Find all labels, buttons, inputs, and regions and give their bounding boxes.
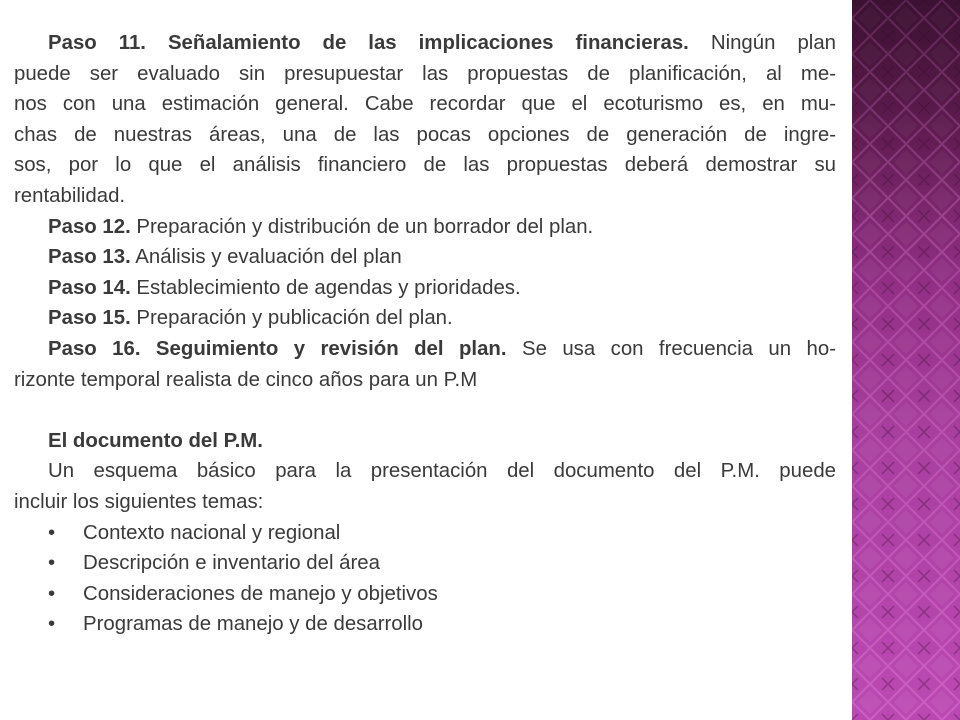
step-11-line: nos con una estimación general. Cabe recordar que el ecoturismo es, en mu- — [14, 93, 836, 116]
step-item — [14, 303, 836, 334]
bullet-icon: • — [48, 613, 56, 636]
bullet-icon: • — [48, 521, 56, 544]
list-item — [14, 579, 836, 610]
step-label: Paso 12. — [48, 215, 131, 238]
document-text — [14, 28, 836, 640]
step-16-paragraph-line — [14, 334, 836, 365]
list-item — [14, 518, 836, 549]
diamond-pattern-icon — [852, 0, 960, 720]
bullet-icon: • — [48, 552, 56, 575]
step-label: Paso 14. — [48, 276, 131, 299]
step-11-text: Ningún plan — [688, 32, 836, 54]
intro-line: incluir los siguientes temas: — [14, 490, 264, 513]
list-item-text: Programas de manejo y de desarrollo — [83, 613, 424, 636]
step-11-line: puede ser evaluado sin presupuestar las propuestas de planificación, al me- — [14, 62, 836, 85]
step-11-label: Paso 11. Señalamiento de las implicaciones financieras. — [48, 32, 689, 54]
section-title: El documento del P.M. — [48, 429, 263, 452]
step-16-line: rizonte temporal realista de cinco años para un P.M — [14, 368, 478, 391]
step-text: Establecimiento de agendas y prioridades. — [130, 276, 521, 299]
topic-list — [14, 518, 836, 640]
list-item — [14, 548, 836, 579]
spacer — [14, 395, 836, 426]
step-11-paragraph-line — [14, 28, 836, 59]
step-text: Preparación y publicación del plan. — [130, 307, 453, 330]
list-item-text: Contexto nacional y regional — [83, 521, 341, 544]
step-label: Paso 13. — [48, 246, 131, 269]
step-text: Análisis y evaluación del plan — [130, 246, 402, 269]
step-item — [14, 273, 836, 304]
list-item-text: Descripción e inventario del área — [83, 552, 380, 575]
step-11-line: sos, por lo que el análisis financiero de las propuestas deberá demostrar su — [14, 154, 836, 177]
step-item — [14, 212, 836, 243]
list-item-text: Consideraciones de manejo y objetivos — [83, 582, 438, 605]
step-11-line: chas de nuestras áreas, una de las pocas opciones de generación de ingre- — [14, 123, 836, 146]
bullet-icon: • — [48, 582, 56, 605]
step-label: Paso 15. — [48, 307, 131, 330]
step-16-label: Paso 16. Seguimiento y revisión del plan. — [48, 337, 507, 360]
step-item — [14, 242, 836, 273]
step-text: Preparación y distribución de un borrador del plan. — [130, 215, 594, 238]
decorative-diamond-pattern — [852, 0, 960, 720]
step-16-text: Se usa con frecuencia un ho- — [506, 337, 836, 360]
list-item — [14, 609, 836, 640]
intro-line: Un esquema básico para la presentación del documento del P.M. puede — [48, 460, 836, 483]
step-11-line: rentabilidad. — [14, 184, 126, 207]
